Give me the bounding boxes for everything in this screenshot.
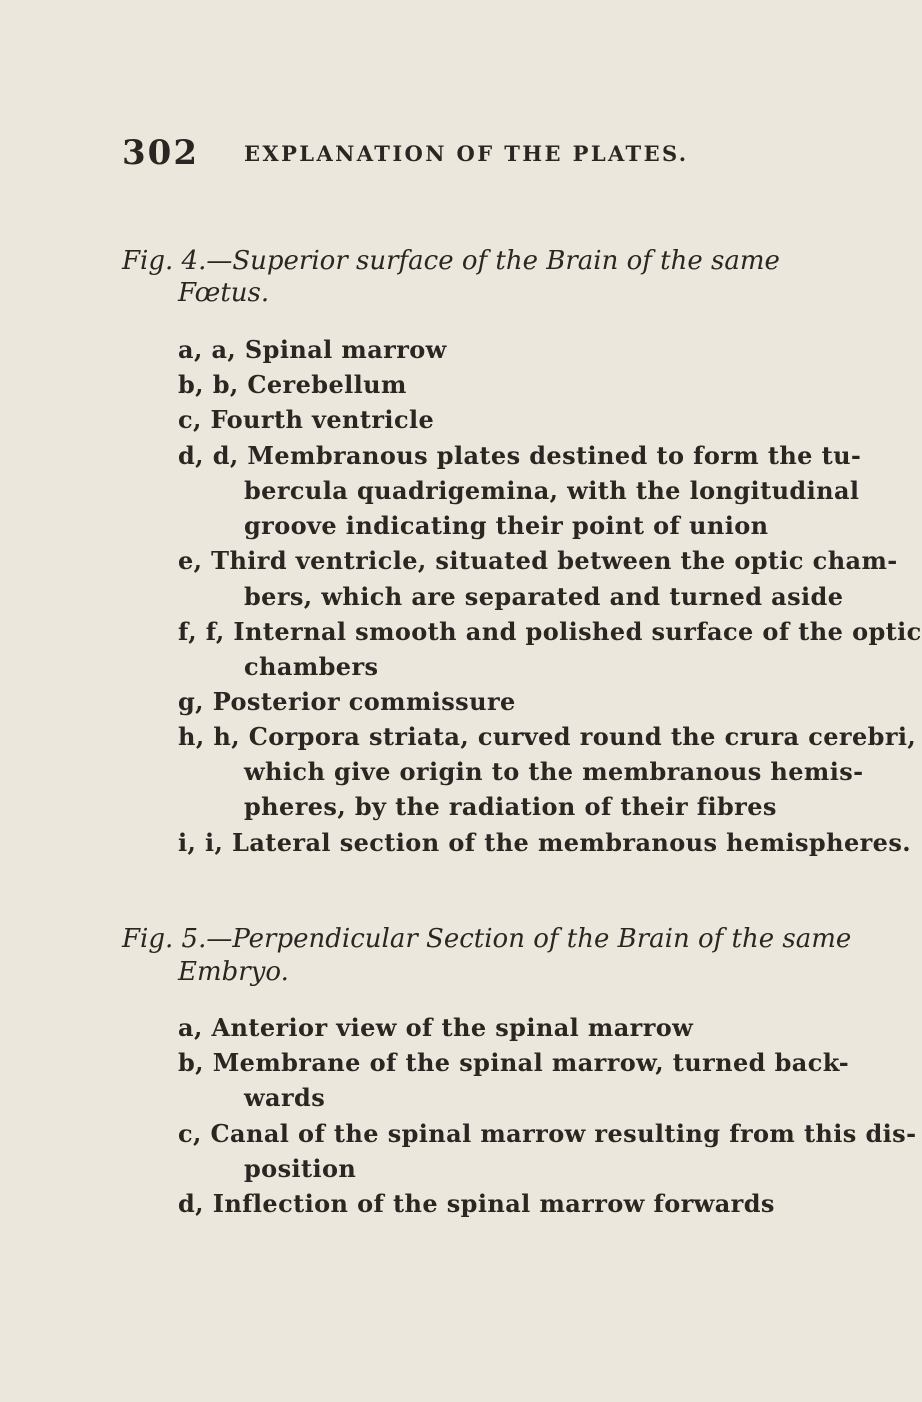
fig4-entry-b: b, b, Cerebellum bbox=[178, 370, 407, 399]
fig5-entry-d: d, Inflection of the spinal marrow forwards bbox=[178, 1189, 775, 1218]
fig5-entry-c-line2: position bbox=[244, 1154, 357, 1183]
figure-5-caption: Fig. 5.—Perpendicular Section of the Brain of the same bbox=[122, 924, 852, 954]
fig4-entry-d-line3: groove indicating their point of union bbox=[244, 511, 769, 540]
fig4-entry-f: f, f, Internal smooth and polished surface of the optic bbox=[178, 617, 922, 646]
fig4-entry-h-line3: pheres, by the radiation of their fibres bbox=[244, 792, 777, 821]
page-number: 302 bbox=[122, 133, 199, 173]
fig5-entry-c: c, Canal of the spinal marrow resulting from this dis- bbox=[178, 1119, 917, 1148]
running-head bbox=[122, 133, 722, 176]
fig4-entry-d: d, d, Membranous plates destined to form the tu- bbox=[178, 441, 862, 470]
fig4-entry-g: g, Posterior commissure bbox=[178, 687, 516, 716]
fig4-entry-h-line2: which give origin to the membranous hemis- bbox=[244, 757, 864, 786]
fig5-entry-b: b, Membrane of the spinal marrow, turned back- bbox=[178, 1048, 850, 1077]
fig4-entry-i: i, i, Lateral section of the membranous hemispheres. bbox=[178, 828, 911, 857]
running-title: EXPLANATION OF THE PLATES. bbox=[244, 141, 689, 166]
figure-5-caption-continued: Embryo. bbox=[178, 957, 289, 987]
fig5-entry-b-line2: wards bbox=[244, 1083, 326, 1112]
fig4-entry-f-line2: chambers bbox=[244, 652, 379, 681]
fig4-entry-a: a, a, Spinal marrow bbox=[178, 335, 447, 364]
fig4-entry-c: c, Fourth ventricle bbox=[178, 405, 435, 434]
fig5-entry-a: a, Anterior view of the spinal marrow bbox=[178, 1013, 694, 1042]
fig4-entry-d-line2: bercula quadrigemina, with the longitudinal bbox=[244, 476, 860, 505]
figure-4-caption-continued: Fœtus. bbox=[178, 278, 270, 308]
fig4-entry-h: h, h, Corpora striata, curved round the crura cerebri, bbox=[178, 722, 917, 751]
fig4-entry-e-line2: bers, which are separated and turned aside bbox=[244, 582, 844, 611]
fig4-entry-e: e, Third ventricle, situated between the optic cham- bbox=[178, 546, 898, 575]
figure-4-caption: Fig. 4.—Superior surface of the Brain of the same bbox=[122, 246, 780, 276]
